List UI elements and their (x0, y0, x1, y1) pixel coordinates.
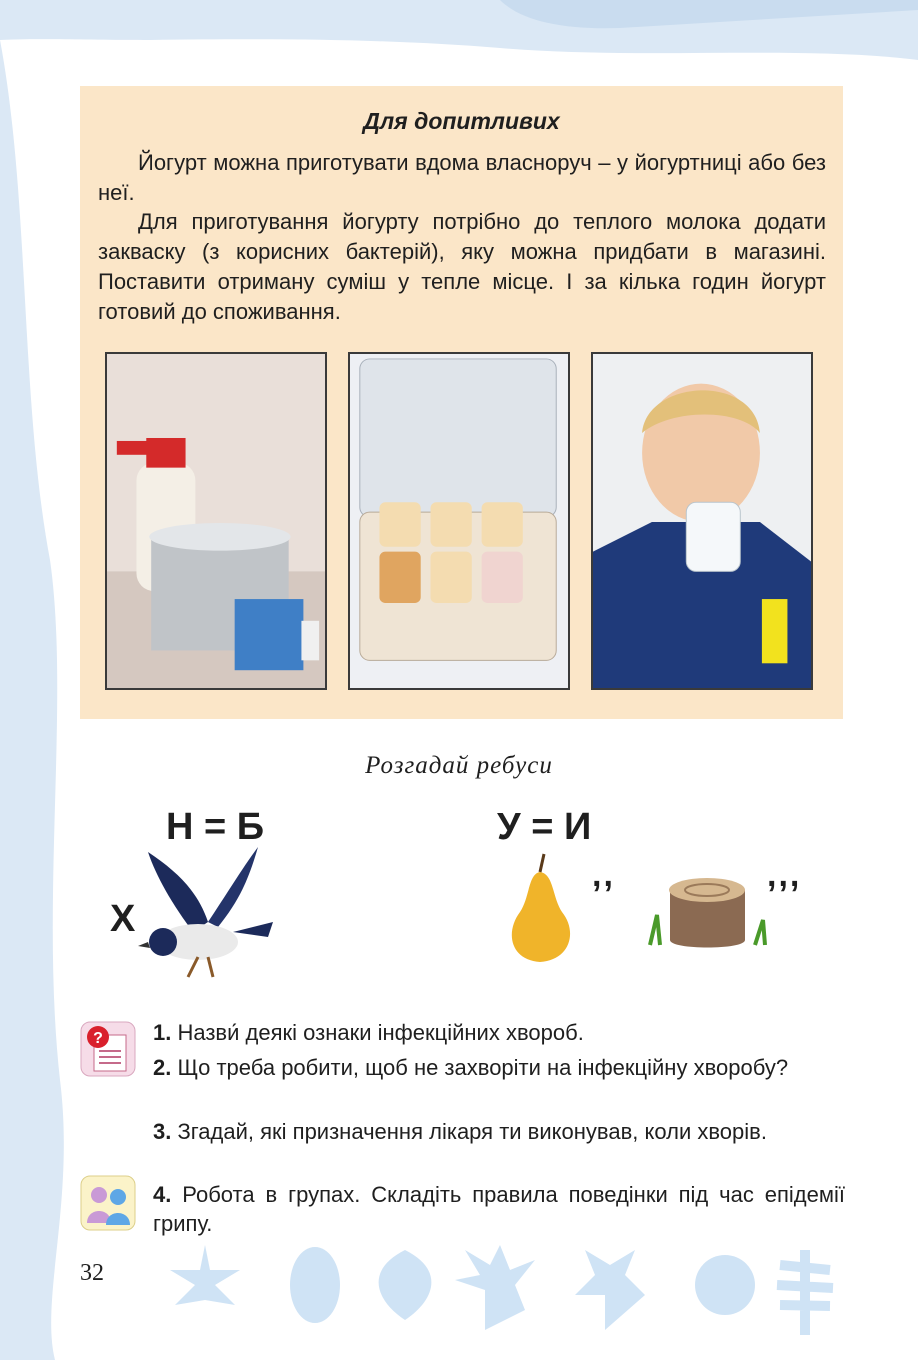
question-item: 2. Що треба робити, щоб не захворіти на інфекційну хворобу? (153, 1055, 789, 1080)
question-sheet-icon (80, 1021, 136, 1077)
milk-pot-photo (105, 352, 327, 690)
question-item: 1. Назви́ деякі ознаки інфекційних хвороб. (153, 1020, 584, 1045)
yogurt-maker-photo (348, 352, 570, 690)
rebus-left-equation: Н = Б (166, 806, 265, 848)
question-item: 3. Згадай, які призначення лікаря ти виконував, коли хворів. (153, 1119, 767, 1144)
rebus-title: Розгадай ребуси (365, 752, 553, 779)
group-work-icon (80, 1175, 136, 1231)
info-paragraph-1: Йогурт можна приготувати вдома власноруч – у йогуртниці або без неї. (98, 150, 826, 205)
pear-commas: ,, (592, 856, 615, 894)
stump-commas: ,,, (767, 856, 802, 894)
magpie-icon (138, 842, 278, 982)
svg-text:?: ? (93, 1030, 103, 1047)
boy-drinking-milk-photo (591, 352, 813, 690)
pear-icon (500, 852, 582, 967)
tree-stump-icon (645, 870, 770, 955)
rebus-right-equation: У = И (497, 806, 592, 848)
page-number: 32 (80, 1260, 104, 1286)
info-box (80, 86, 843, 719)
info-box-title: Для допитливих (363, 108, 560, 134)
leaves-decoration (165, 1240, 855, 1340)
rebus-prefix-letter: Х (110, 898, 136, 940)
info-paragraph-2: Для приготування йогурту потрібно до теплого молока додати закваску (з корисних бактерій), яку можна придбати в магазині. Поставити отриману суміш у тепле місце. І за кілька годин йогурт готовий до споживання. (98, 209, 826, 324)
question-item: 4. Робота в групах. Складіть правила поведінки під час епідемії грипу. (153, 1182, 845, 1236)
